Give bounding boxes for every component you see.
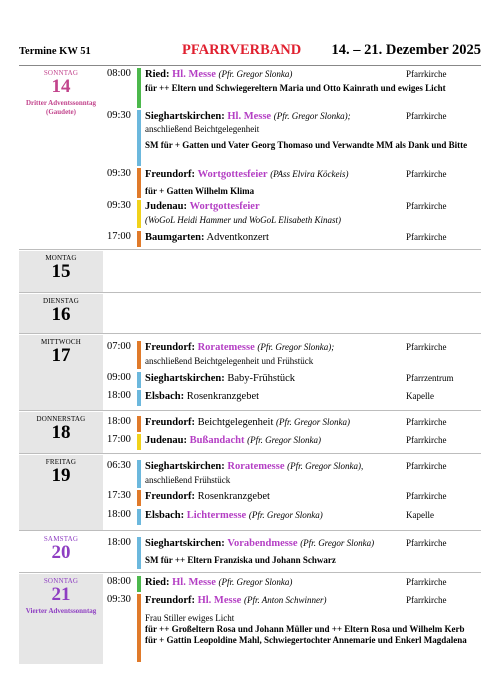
- event-location: Pfarrkirche: [406, 491, 447, 501]
- event-title: Judenau: Bußandacht (Pfr. Gregor Slonka): [145, 435, 322, 446]
- event-note: anschließend Frühstück: [145, 475, 231, 485]
- event-item: [105, 372, 481, 388]
- day-number: 21: [51, 584, 71, 605]
- day-saturday-20: [19, 532, 481, 573]
- event-item: [105, 416, 481, 432]
- event-intention: SM für + Gatten und Vater Georg Thomaso und Verwandte MM als Dank und Bitte: [145, 140, 468, 150]
- day-number: 18: [51, 422, 71, 443]
- day-tuesday-16: [19, 294, 481, 334]
- date-range: 14. – 21. Dezember 2025: [331, 42, 481, 58]
- color-bar: [137, 110, 141, 166]
- day-label-col: [19, 294, 103, 333]
- event-title: Ried: Hl. Messe (Pfr. Gregor Slonka): [145, 69, 293, 80]
- day-number: 17: [51, 345, 71, 366]
- event-note: für + Gatten Wilhelm Klima: [145, 186, 255, 196]
- event-title: Sieghartskirchen: Vorabendmesse (Pfr. Gregor Slonka): [145, 538, 375, 549]
- color-bar: [137, 460, 141, 488]
- day-subtitle: Vierter Adventssonntag: [25, 607, 97, 615]
- event-item: [105, 341, 481, 369]
- day-events: [105, 66, 481, 249]
- event-title: Sieghartskirchen: Hl. Messe (Pfr. Gregor Slonka);: [145, 111, 351, 122]
- event-title: Baumgarten: Adventkonzert: [145, 232, 269, 243]
- color-bar: [137, 416, 141, 432]
- event-title: Judenau: Wortgottesfeier: [145, 201, 260, 212]
- event-location: Pfarrkirche: [406, 169, 447, 179]
- event-note: für ++ Eltern und Schwiegereltern Maria und Otto Kainrath und ewiges Licht: [145, 83, 446, 93]
- event-item: [105, 168, 481, 198]
- day-label-col: [19, 251, 103, 292]
- color-bar: [137, 434, 141, 450]
- event-item: [105, 390, 481, 406]
- event-time: 17:30: [107, 490, 131, 501]
- event-time: 18:00: [107, 509, 131, 520]
- event-location: Pfarrzentrum: [406, 373, 454, 383]
- event-time: 18:00: [107, 416, 131, 427]
- event-item: [105, 509, 481, 525]
- day-subtitle: Dritter Adventssonntag (Gaudete): [25, 99, 97, 116]
- day-number: 15: [51, 261, 71, 282]
- event-note: (WoGoL Heidi Hammer und WoGoL Elisabeth Kinast): [145, 215, 342, 225]
- event-title: Elsbach: Rosenkranzgebet: [145, 391, 260, 402]
- event-item: [105, 460, 481, 488]
- color-bar: [137, 200, 141, 228]
- day-label-col: [19, 66, 103, 249]
- page-title: PFARRVERBAND: [182, 42, 302, 58]
- event-item: [105, 490, 481, 506]
- event-title: Freundorf: Beichtgelegenheit (Pfr. Gregor Slonka): [145, 417, 350, 428]
- day-name: FREITAG: [45, 458, 77, 466]
- day-sunday-21: [19, 574, 481, 664]
- day-name: SONNTAG: [43, 577, 79, 585]
- event-location: Kapelle: [406, 510, 434, 520]
- event-item: [105, 110, 481, 166]
- week-label: Termine KW 51: [19, 46, 91, 57]
- event-location: Pfarrkirche: [406, 595, 447, 605]
- event-time: 17:00: [107, 434, 131, 445]
- color-bar: [137, 372, 141, 388]
- day-name: MITTWOCH: [40, 338, 82, 346]
- day-label-col: [19, 412, 103, 453]
- color-bar: [137, 341, 141, 369]
- event-note: SM für ++ Eltern Franziska und Johann Schwarz: [145, 555, 336, 565]
- color-bar: [137, 168, 141, 198]
- event-location: Pfarrkirche: [406, 417, 447, 427]
- page-header: [19, 42, 481, 64]
- color-bar: [137, 68, 141, 108]
- event-location: Pfarrkirche: [406, 201, 447, 211]
- day-events: [105, 335, 481, 410]
- day-sunday-14: [19, 66, 481, 250]
- color-bar: [137, 576, 141, 592]
- day-name: SONNTAG: [43, 69, 79, 77]
- day-label-col: [19, 574, 103, 664]
- event-item: [105, 68, 481, 108]
- event-title: Sieghartskirchen: Baby-Frühstück: [145, 373, 296, 384]
- event-note: anschließend Beichtgelegenheit und Frühstück: [145, 356, 314, 366]
- event-time: 09:30: [107, 110, 131, 121]
- event-item: [105, 434, 481, 450]
- day-events: [105, 455, 481, 530]
- event-location: Pfarrkirche: [406, 111, 447, 121]
- event-location: Pfarrkirche: [406, 232, 447, 242]
- event-item: [105, 576, 481, 592]
- day-number: 16: [51, 304, 71, 325]
- event-item: [105, 200, 481, 228]
- event-location: Pfarrkirche: [406, 342, 447, 352]
- event-intention: für ++ Großeltern Rosa und Johann Müller und ++ Eltern Rosa und Wilhelm Kerb für + Gattin Leopoldine Mahl, Schwiegertochter Annemarie und Enkerl Magdalena: [145, 624, 467, 645]
- event-time: 08:00: [107, 68, 131, 79]
- color-bar: [137, 509, 141, 525]
- day-label-col: [19, 335, 103, 410]
- color-bar: [137, 594, 141, 662]
- event-title: Freundorf: Roratemesse (Pfr. Gregor Slonka);: [145, 342, 335, 353]
- day-thursday-18: [19, 412, 481, 454]
- event-time: 18:00: [107, 537, 131, 548]
- color-bar: [137, 537, 141, 569]
- event-item: [105, 537, 481, 569]
- event-time: 09:00: [107, 372, 131, 383]
- day-events: [105, 412, 481, 453]
- event-location: Pfarrkirche: [406, 69, 447, 79]
- day-events: [105, 532, 481, 572]
- event-title: Sieghartskirchen: Roratemesse (Pfr. Gregor Slonka),: [145, 461, 364, 472]
- event-title: Elsbach: Lichtermesse (Pfr. Gregor Slonka): [145, 510, 323, 521]
- event-item: [105, 594, 481, 662]
- event-time: 09:30: [107, 168, 131, 179]
- event-time: 09:30: [107, 594, 131, 605]
- event-note: anschließend Beichtgelegenheit: [145, 124, 260, 134]
- event-time: 09:30: [107, 200, 131, 211]
- day-name: SAMSTAG: [43, 535, 79, 543]
- event-location: Pfarrkirche: [406, 435, 447, 445]
- event-time: 18:00: [107, 390, 131, 401]
- event-item: [105, 231, 481, 247]
- event-title: Freundorf: Wortgottesfeier (PAss Elvira Köckeis): [145, 169, 349, 180]
- day-label-col: [19, 532, 103, 572]
- color-bar: [137, 490, 141, 506]
- day-number: 19: [51, 465, 71, 486]
- event-time: 17:00: [107, 231, 131, 242]
- event-title: Freundorf: Hl. Messe (Pfr. Anton Schwinner): [145, 595, 327, 606]
- day-number: 20: [51, 542, 71, 563]
- event-location: Pfarrkirche: [406, 577, 447, 587]
- day-label-col: [19, 455, 103, 530]
- day-friday-19: [19, 455, 481, 531]
- day-name: DONNERSTAG: [36, 415, 86, 423]
- color-bar: [137, 231, 141, 247]
- event-title: Freundorf: Rosenkranzgebet: [145, 491, 270, 502]
- event-time: 07:00: [107, 341, 131, 352]
- event-location: Pfarrkirche: [406, 538, 447, 548]
- day-monday-15: [19, 251, 481, 293]
- event-time: 06:30: [107, 460, 131, 471]
- color-bar: [137, 390, 141, 406]
- event-location: Pfarrkirche: [406, 461, 447, 471]
- day-name: DIENSTAG: [42, 297, 80, 305]
- event-note: Frau Stiller ewiges Licht: [145, 613, 235, 623]
- day-name: MONTAG: [45, 254, 77, 262]
- day-number: 14: [51, 76, 71, 97]
- event-location: Kapelle: [406, 391, 434, 401]
- event-time: 08:00: [107, 576, 131, 587]
- day-wednesday-17: [19, 335, 481, 411]
- day-events: [105, 574, 481, 664]
- event-title: Ried: Hl. Messe (Pfr. Gregor Slonka): [145, 577, 293, 588]
